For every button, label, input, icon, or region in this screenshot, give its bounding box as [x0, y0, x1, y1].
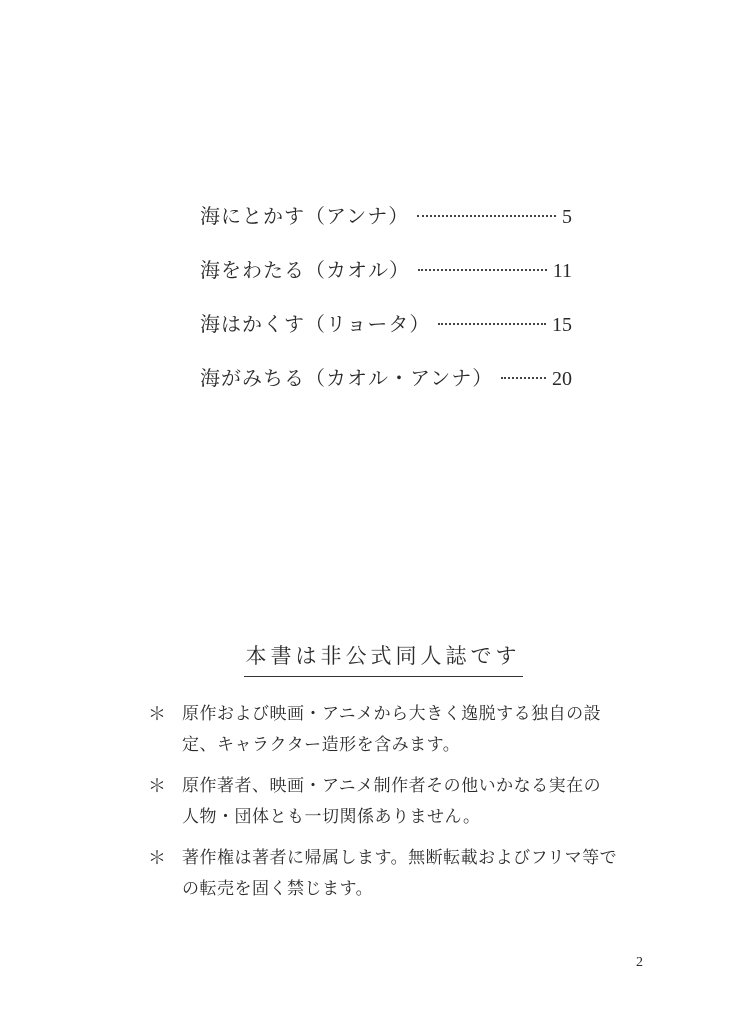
toc-entry-title: 海がみちる（カオル・アンナ） — [200, 366, 494, 390]
toc-leader-dots — [501, 377, 546, 379]
asterisk-bullet-icon: ＊ — [148, 848, 166, 869]
page-number: 2 — [636, 955, 643, 970]
disclaimer-item — [148, 771, 618, 833]
toc-entry-page: 20 — [552, 368, 572, 390]
toc-entry-title: 海をわたる（カオル） — [200, 258, 410, 282]
disclaimer-item — [148, 699, 618, 761]
disclaimer-section — [148, 640, 618, 915]
toc-entry — [200, 308, 572, 362]
toc-leader-dots — [438, 323, 546, 325]
toc-entry — [200, 362, 572, 416]
toc-entry — [200, 254, 572, 308]
disclaimer-heading: 本書は非公式同人誌です — [244, 640, 523, 677]
asterisk-bullet-icon: ＊ — [148, 776, 166, 797]
toc-leader-dots — [417, 215, 556, 217]
toc-entry — [200, 200, 572, 254]
toc-entry-title: 海はかくす（リョータ） — [200, 312, 431, 336]
toc-entry-page: 15 — [552, 314, 572, 336]
disclaimer-item-text: 著作権は著者に帰属します。無断転載およびフリマ等での転売を固く禁じます。 — [182, 848, 618, 899]
asterisk-bullet-icon: ＊ — [148, 704, 166, 725]
disclaimer-item — [148, 843, 618, 905]
table-of-contents — [200, 200, 572, 416]
toc-entry-page: 11 — [552, 260, 572, 282]
toc-entry-page: 5 — [562, 206, 572, 228]
disclaimer-item-text: 原作および映画・アニメから大きく逸脱する独自の設定、キャラクター造形を含みます。 — [182, 704, 602, 755]
disclaimer-item-text: 原作著者、映画・アニメ制作者その他いかなる実在の人物・団体とも一切関係ありません。 — [182, 776, 602, 827]
toc-entry-title: 海にとかす（アンナ） — [200, 204, 410, 228]
toc-leader-dots — [418, 269, 547, 271]
